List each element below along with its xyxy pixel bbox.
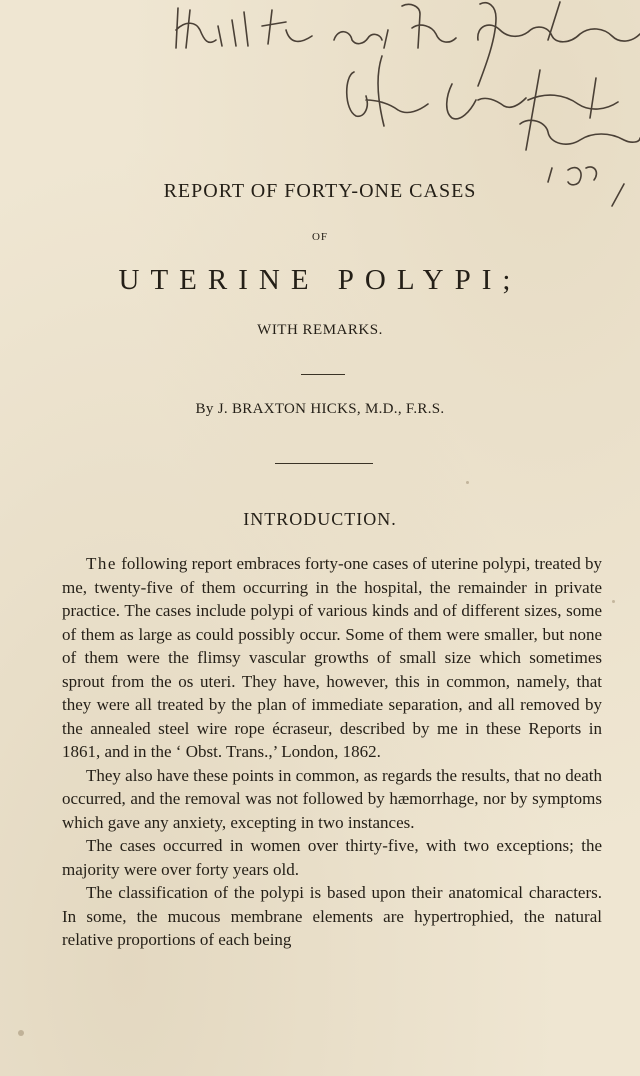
paragraph-1 — [62, 552, 602, 764]
paper-speck — [18, 1030, 24, 1036]
report-title: REPORT OF FORTY-ONE CASES — [163, 180, 477, 202]
section-heading: INTRODUCTION. — [243, 509, 397, 529]
title-divider — [301, 374, 345, 375]
main-title: UTERINE POLYPI; — [118, 264, 522, 296]
subtitle: WITH REMARKS. — [257, 322, 383, 338]
author-line — [0, 401, 640, 418]
author-name: J. BRAXTON HICKS, M.D., F.R.S. — [217, 401, 445, 417]
paragraph-2: They also have these points in common, as regards the results, that no death occurred, and the removal was not followed by hæmorrhage, nor by symptoms which gave any anxiety, excepting in two instances. — [62, 765, 603, 832]
paper-speck — [466, 481, 469, 484]
title-connector: OF — [311, 231, 329, 243]
handwritten-inscription — [0, 0, 640, 210]
paragraph-4: The classification of the polypi is based upon their anatomical characters. In some, the mucous membrane elements are hypertrophied, the natural relative proportions of each being — [62, 883, 602, 949]
paper-speck — [612, 600, 615, 603]
author-prefix: By — [195, 401, 214, 417]
section-divider — [275, 463, 373, 464]
paragraph-lead-word: The — [86, 554, 117, 573]
body-text — [62, 552, 602, 952]
paragraph-3: The cases occurred in women over thirty-five, with two exceptions; the majority were over forty years old. — [62, 836, 602, 879]
paragraph-1-text: following report embraces forty-one cases of uterine polypi, treated by me, twenty-five of them occurring in the hospital, the remainder in private practice. The cases include polypi of various kinds and of different sizes, some of them as large as could possibly occur. Some of them were smaller, but none of them were the flimsy vascular growths of small size which sometimes sprout from the os uteri. They have, however, this in common, namely, that they were all treated by the plan of immediate separation, and all removed by the annealed steel wire rope écraseur, described by me in these Reports in 1861, and in the ‘ Obst. Trans.,’ London, 1862. — [62, 554, 602, 761]
